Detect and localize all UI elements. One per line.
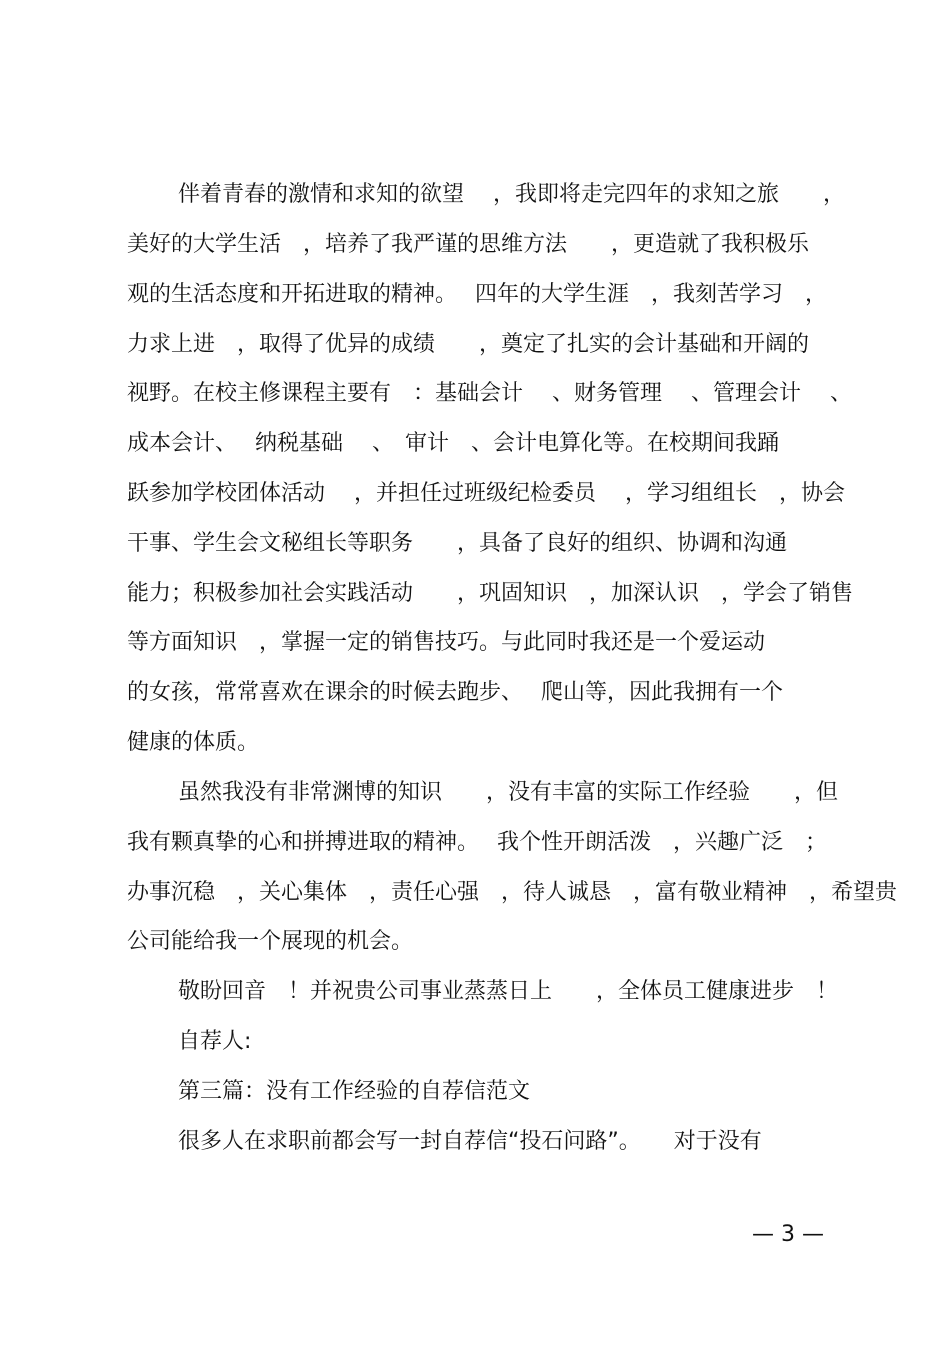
text-line-10: 等方面知识 ，掌握一定的销售技巧。与此同时我还是一个爱运动: [127, 630, 766, 655]
text-line-8: 干事、学生会文秘组长等职务 ，具备了良好的组织、协调和沟通: [127, 531, 788, 556]
text-line-13: 虽然我没有非常渊博的知识 ，没有丰富的实际工作经验 ，但: [178, 780, 839, 805]
text-line-7: 跃参加学校团体活动 ，并担任过班级纪检委员 ，学习组组长 ，协会: [127, 481, 845, 506]
text-line-11: 的女孩，常常喜欢在课余的时候去跑步、 爬山等，因此我拥有一个: [127, 680, 783, 705]
text-line-17: 敬盼回音 ！并祝贵公司事业蒸蒸日上 ，全体员工健康进步 ！: [178, 979, 839, 1004]
text-line-4: 力求上进 ，取得了优异的成绩 ，奠定了扎实的会计基础和开阔的: [127, 332, 810, 357]
text-line-6: 成本会计、 纳税基础 、 审计 、会计电算化等。在校期间我踊: [127, 431, 779, 456]
text-line-12: 健康的体质。: [127, 730, 260, 755]
text-line-19: 第三篇：没有工作经验的自荐信范文: [178, 1079, 531, 1104]
text-line-20: 很多人在求职前都会写一封自荐信“投石问路”。 对于没有: [178, 1129, 762, 1154]
text-line-1: 伴着青春的激情和求知的欲望 ，我即将走完四年的求知之旅 ，: [178, 182, 845, 207]
page-number: — 3 —: [752, 1222, 824, 1247]
text-line-9: 能力；积极参加社会实践活动 ，巩固知识 ，加深认识 ，学会了销售: [127, 581, 854, 606]
text-line-3: 观的生活态度和开拓进取的精神。 四年的大学生涯 ，我刻苦学习 ，: [127, 282, 827, 307]
text-line-15: 办事沉稳 ，关心集体 ，责任心强 ，待人诚恳 ，富有敬业精神 ，希望贵: [127, 880, 898, 905]
text-line-5: 视野。在校主修课程主要有 ：基础会计 、财务管理 、管理会计 、: [127, 381, 852, 406]
text-line-2: 美好的大学生活 ，培养了我严谨的思维方法 ，更造就了我积极乐: [127, 232, 810, 257]
text-line-18: 自荐人:: [178, 1029, 252, 1054]
text-line-14: 我有颗真挚的心和拼搏进取的精神。 我个性开朗活泼 ，兴趣广泛 ；: [127, 830, 827, 855]
text-line-16: 公司能给我一个展现的机会。: [127, 929, 414, 954]
